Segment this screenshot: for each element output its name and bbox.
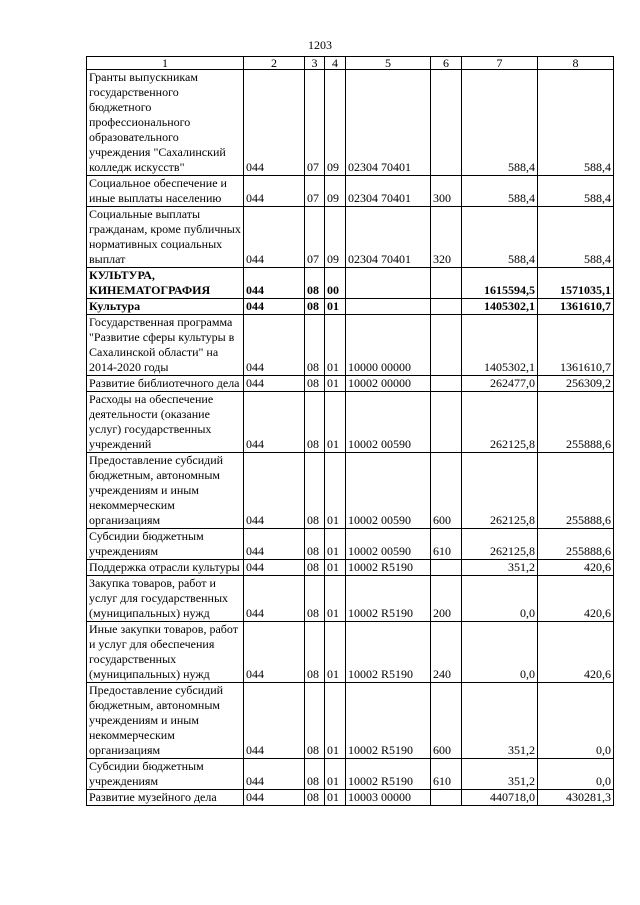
- row-section-code: 08: [305, 529, 325, 560]
- row-name: Развитие музейного дела: [87, 790, 244, 806]
- row-amount-1: 351,2: [462, 560, 538, 576]
- row-target-article: 10002 00590: [346, 529, 431, 560]
- row-amount-2: 420,6: [538, 560, 614, 576]
- table-row: [87, 683, 614, 759]
- column-header: 2: [244, 57, 305, 70]
- row-amount-1: 588,4: [462, 70, 538, 176]
- row-target-article: 10002 R5190: [346, 622, 431, 683]
- row-target-article: 10002 R5190: [346, 576, 431, 622]
- row-section-code: 08: [305, 790, 325, 806]
- row-amount-2: 588,4: [538, 207, 614, 268]
- row-expense-type: 300: [431, 176, 462, 207]
- row-amount-1: 588,4: [462, 207, 538, 268]
- row-subsection-code: 00: [325, 268, 346, 299]
- row-ved-code: 044: [244, 268, 305, 299]
- budget-table: [86, 56, 614, 806]
- row-ved-code: 044: [244, 759, 305, 790]
- row-expense-type: [431, 392, 462, 453]
- table-row: [87, 376, 614, 392]
- row-name: Социальное обеспечение и иные выплаты населению: [87, 176, 244, 207]
- row-subsection-code: 01: [325, 683, 346, 759]
- row-section-code: 08: [305, 392, 325, 453]
- column-header: 7: [462, 57, 538, 70]
- row-name: Социальные выплаты гражданам, кроме публичных нормативных социальных выплат: [87, 207, 244, 268]
- row-section-code: 07: [305, 70, 325, 176]
- row-ved-code: 044: [244, 70, 305, 176]
- row-section-code: 07: [305, 176, 325, 207]
- row-ved-code: 044: [244, 560, 305, 576]
- column-header: 3: [305, 57, 325, 70]
- row-target-article: 10002 00590: [346, 392, 431, 453]
- column-header: 5: [346, 57, 431, 70]
- row-name: КУЛЬТУРА, КИНЕМАТОГРАФИЯ: [87, 268, 244, 299]
- row-name: Расходы на обеспечение деятельности (оказание услуг) государственных учреждений: [87, 392, 244, 453]
- row-name: Культура: [87, 299, 244, 315]
- table-row: [87, 299, 614, 315]
- column-header: 1: [87, 57, 244, 70]
- row-subsection-code: 09: [325, 70, 346, 176]
- table-body: [87, 70, 614, 806]
- row-amount-2: 430281,3: [538, 790, 614, 806]
- row-amount-1: 262125,8: [462, 453, 538, 529]
- row-subsection-code: 09: [325, 207, 346, 268]
- row-expense-type: 200: [431, 576, 462, 622]
- row-amount-2: 255888,6: [538, 529, 614, 560]
- row-subsection-code: 01: [325, 576, 346, 622]
- row-expense-type: [431, 376, 462, 392]
- row-expense-type: 240: [431, 622, 462, 683]
- row-expense-type: [431, 560, 462, 576]
- row-subsection-code: 01: [325, 453, 346, 529]
- row-expense-type: [431, 299, 462, 315]
- row-subsection-code: 01: [325, 392, 346, 453]
- row-amount-1: 1615594,5: [462, 268, 538, 299]
- row-name: Закупка товаров, работ и услуг для государственных (муниципальных) нужд: [87, 576, 244, 622]
- row-expense-type: [431, 70, 462, 176]
- row-section-code: 08: [305, 622, 325, 683]
- row-section-code: 07: [305, 207, 325, 268]
- page-number: 1203: [308, 38, 332, 52]
- row-ved-code: 044: [244, 576, 305, 622]
- row-target-article: 10002 R5190: [346, 759, 431, 790]
- row-ved-code: 044: [244, 207, 305, 268]
- row-ved-code: 044: [244, 790, 305, 806]
- row-amount-2: 588,4: [538, 176, 614, 207]
- column-header: 8: [538, 57, 614, 70]
- row-subsection-code: 01: [325, 315, 346, 376]
- row-amount-1: 0,0: [462, 576, 538, 622]
- row-name: Субсидии бюджетным учреждениям: [87, 759, 244, 790]
- row-expense-type: [431, 315, 462, 376]
- row-expense-type: 610: [431, 759, 462, 790]
- row-amount-2: 255888,6: [538, 392, 614, 453]
- row-expense-type: 610: [431, 529, 462, 560]
- row-ved-code: 044: [244, 176, 305, 207]
- row-name: Поддержка отрасли культуры: [87, 560, 244, 576]
- row-name: Иные закупки товаров, работ и услуг для обеспечения государственных (муниципальных) нужд: [87, 622, 244, 683]
- row-subsection-code: 01: [325, 622, 346, 683]
- row-amount-1: 262477,0: [462, 376, 538, 392]
- row-amount-2: 1571035,1: [538, 268, 614, 299]
- row-amount-1: 262125,8: [462, 529, 538, 560]
- column-header: 4: [325, 57, 346, 70]
- row-amount-2: 1361610,7: [538, 299, 614, 315]
- row-section-code: 08: [305, 453, 325, 529]
- row-ved-code: 044: [244, 683, 305, 759]
- table-row: [87, 759, 614, 790]
- row-amount-2: 0,0: [538, 683, 614, 759]
- row-amount-2: 588,4: [538, 70, 614, 176]
- row-target-article: 10000 00000: [346, 315, 431, 376]
- row-section-code: 08: [305, 299, 325, 315]
- row-amount-1: 262125,8: [462, 392, 538, 453]
- table-row: [87, 70, 614, 176]
- row-ved-code: 044: [244, 529, 305, 560]
- row-name: Предоставление субсидий бюджетным, автономным учреждениям и иным некоммерческим организациям: [87, 683, 244, 759]
- row-name: Государственная программа "Развитие сферы культуры в Сахалинской области" на 2014-2020 годы: [87, 315, 244, 376]
- table-row: [87, 790, 614, 806]
- row-amount-1: 351,2: [462, 759, 538, 790]
- table-row: [87, 315, 614, 376]
- row-amount-1: 588,4: [462, 176, 538, 207]
- row-subsection-code: 01: [325, 376, 346, 392]
- row-amount-1: 1405302,1: [462, 299, 538, 315]
- column-header: 6: [431, 57, 462, 70]
- row-expense-type: [431, 268, 462, 299]
- row-target-article: 10002 R5190: [346, 560, 431, 576]
- row-section-code: 08: [305, 759, 325, 790]
- row-subsection-code: 09: [325, 176, 346, 207]
- row-section-code: 08: [305, 576, 325, 622]
- row-target-article: 10002 R5190: [346, 683, 431, 759]
- row-amount-2: 1361610,7: [538, 315, 614, 376]
- row-ved-code: 044: [244, 622, 305, 683]
- row-amount-2: 420,6: [538, 576, 614, 622]
- row-section-code: 08: [305, 376, 325, 392]
- row-subsection-code: 01: [325, 299, 346, 315]
- row-target-article: [346, 299, 431, 315]
- row-name: Субсидии бюджетным учреждениям: [87, 529, 244, 560]
- table-row: [87, 207, 614, 268]
- row-expense-type: 600: [431, 683, 462, 759]
- row-amount-1: 0,0: [462, 622, 538, 683]
- row-target-article: 10002 00590: [346, 453, 431, 529]
- row-amount-2: 420,6: [538, 622, 614, 683]
- table-row: [87, 529, 614, 560]
- row-name: Предоставление субсидий бюджетным, автономным учреждениям и иным некоммерческим организациям: [87, 453, 244, 529]
- row-target-article: [346, 268, 431, 299]
- row-amount-1: 351,2: [462, 683, 538, 759]
- table-row: [87, 560, 614, 576]
- table-row: [87, 176, 614, 207]
- table-row: [87, 268, 614, 299]
- row-amount-1: 440718,0: [462, 790, 538, 806]
- row-amount-2: 255888,6: [538, 453, 614, 529]
- row-name: Развитие библиотечного дела: [87, 376, 244, 392]
- row-target-article: 02304 70401: [346, 176, 431, 207]
- row-section-code: 08: [305, 268, 325, 299]
- row-expense-type: 600: [431, 453, 462, 529]
- row-target-article: 02304 70401: [346, 70, 431, 176]
- row-target-article: 02304 70401: [346, 207, 431, 268]
- row-expense-type: [431, 790, 462, 806]
- header-row: [87, 57, 614, 70]
- row-subsection-code: 01: [325, 790, 346, 806]
- row-subsection-code: 01: [325, 529, 346, 560]
- row-ved-code: 044: [244, 299, 305, 315]
- row-amount-2: 0,0: [538, 759, 614, 790]
- row-name: Гранты выпускникам государственного бюджетного профессионального образовательного учреждения "Сахалинский колледж искусств": [87, 70, 244, 176]
- row-section-code: 08: [305, 315, 325, 376]
- row-section-code: 08: [305, 560, 325, 576]
- row-ved-code: 044: [244, 453, 305, 529]
- row-section-code: 08: [305, 683, 325, 759]
- row-expense-type: 320: [431, 207, 462, 268]
- row-subsection-code: 01: [325, 759, 346, 790]
- row-subsection-code: 01: [325, 560, 346, 576]
- table-row: [87, 622, 614, 683]
- row-ved-code: 044: [244, 376, 305, 392]
- row-ved-code: 044: [244, 315, 305, 376]
- row-amount-1: 1405302,1: [462, 315, 538, 376]
- row-target-article: 10003 00000: [346, 790, 431, 806]
- row-ved-code: 044: [244, 392, 305, 453]
- table-row: [87, 453, 614, 529]
- row-amount-2: 256309,2: [538, 376, 614, 392]
- table-row: [87, 576, 614, 622]
- table-row: [87, 392, 614, 453]
- row-target-article: 10002 00000: [346, 376, 431, 392]
